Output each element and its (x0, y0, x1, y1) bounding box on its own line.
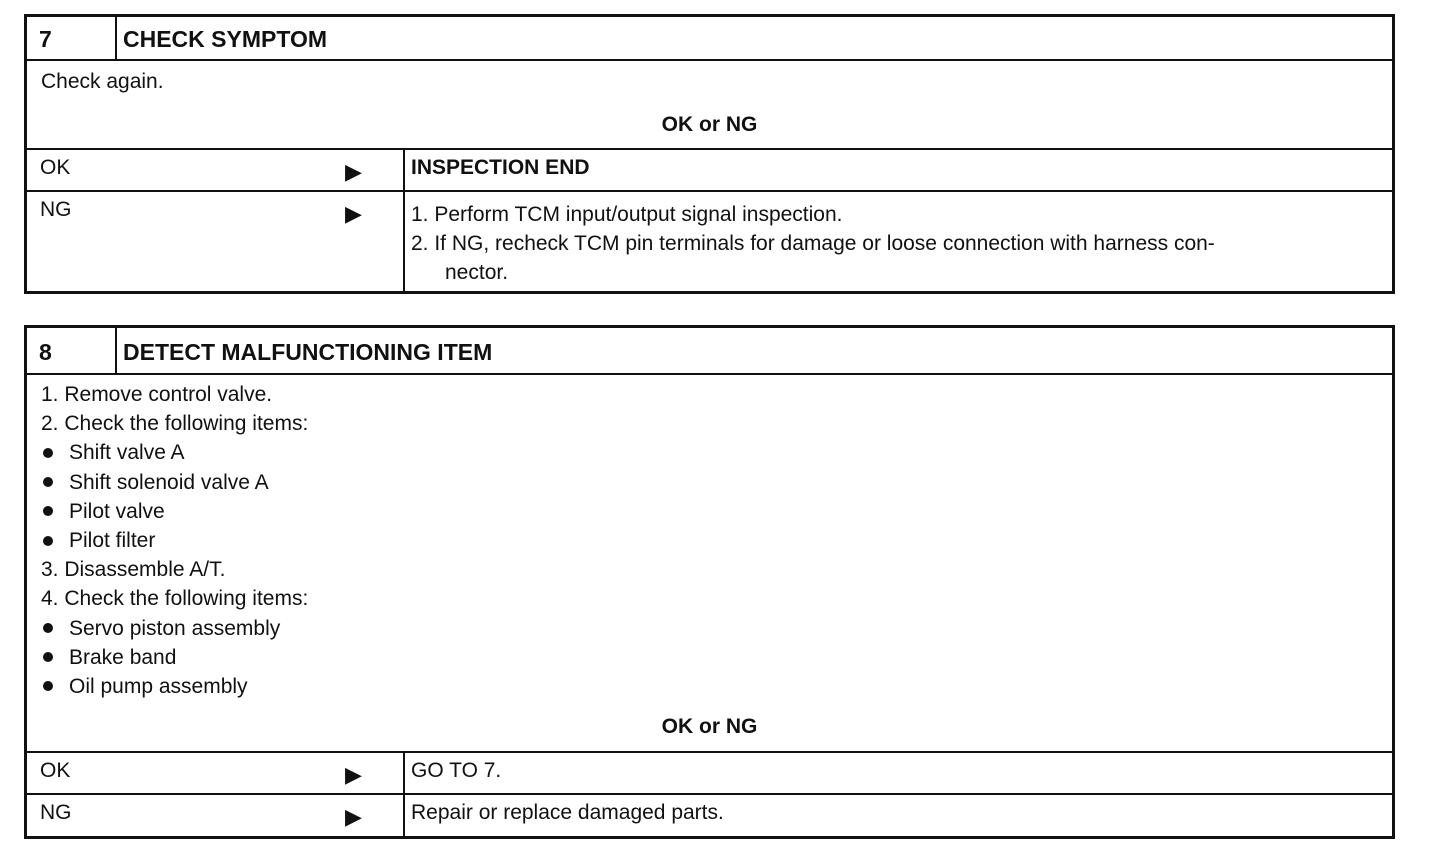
step-8-ok-row (27, 751, 1392, 793)
ng-action: Repair or replace damaged parts. (411, 801, 724, 824)
item-text: Pilot valve (69, 499, 165, 523)
ok-label: OK (40, 759, 71, 782)
bullet-icon (43, 506, 53, 516)
step-8-box (24, 325, 1395, 839)
bullet-icon (43, 448, 53, 458)
ng-action-line-2-continuation: nector. (445, 261, 509, 284)
step-title: DETECT MALFUNCTIONING ITEM (123, 339, 493, 365)
step-7-header (27, 17, 1392, 61)
ok-or-ng-label: OK or NG (661, 113, 758, 136)
ng-cell (27, 795, 405, 836)
item-text: 2. Check the following items: (41, 412, 309, 436)
item-text: Oil pump assembly (69, 674, 248, 698)
instruction-list (41, 380, 1392, 701)
bullet-icon (43, 652, 53, 662)
step-8-instructions (27, 375, 1392, 751)
ng-label: NG (40, 198, 72, 221)
numbered-item (41, 555, 1392, 584)
item-text: Pilot filter (69, 528, 156, 552)
bullet-item (41, 468, 1392, 497)
step-7-ok-row (27, 148, 1392, 190)
bullet-item (41, 643, 1392, 672)
bullet-item (41, 497, 1392, 526)
arrow-right-icon: ▶ (345, 201, 362, 226)
step-title: CHECK SYMPTOM (123, 26, 328, 52)
step-7-box (24, 14, 1395, 294)
bullet-icon (43, 681, 53, 691)
step-8-ng-row (27, 793, 1392, 836)
ng-cell (27, 192, 405, 291)
bullet-icon (43, 623, 53, 633)
bullet-item (41, 526, 1392, 555)
instruction-text: Check again. (41, 70, 164, 93)
ng-action-line-1: 1. Perform TCM input/output signal inspection. (411, 203, 843, 226)
ok-cell (27, 150, 405, 190)
step-number: 8 (27, 328, 117, 373)
ok-action: GO TO 7. (411, 759, 502, 782)
arrow-right-icon: ▶ (345, 159, 362, 184)
ok-cell (27, 753, 405, 793)
numbered-item (41, 380, 1392, 409)
numbered-item (41, 409, 1392, 438)
arrow-right-icon: ▶ (345, 762, 362, 787)
bullet-icon (43, 477, 53, 487)
ok-action: INSPECTION END (411, 156, 590, 179)
ng-action-line-2: 2. If NG, recheck TCM pin terminals for damage or loose connection with harness con- (411, 232, 1215, 255)
step-number: 7 (27, 17, 117, 59)
ng-action (405, 192, 1392, 291)
step-8-header (27, 328, 1392, 375)
item-text: 4. Check the following items: (41, 587, 309, 611)
bullet-item (41, 438, 1392, 467)
item-text: 3. Disassemble A/T. (41, 558, 226, 582)
step-7-ng-row (27, 190, 1392, 291)
item-text: Servo piston assembly (69, 616, 281, 640)
step-7-instructions (27, 61, 1392, 148)
item-text: Shift solenoid valve A (69, 470, 269, 494)
ok-label: OK (40, 156, 71, 179)
bullet-item (41, 672, 1392, 701)
item-text: 1. Remove control valve. (41, 383, 273, 406)
bullet-icon (43, 536, 53, 546)
arrow-right-icon: ▶ (345, 804, 362, 829)
ng-label: NG (40, 801, 72, 824)
item-text: Shift valve A (69, 441, 185, 465)
item-text: Brake band (69, 645, 177, 669)
bullet-item (41, 614, 1392, 643)
ok-or-ng-label: OK or NG (661, 715, 758, 738)
numbered-item (41, 584, 1392, 613)
